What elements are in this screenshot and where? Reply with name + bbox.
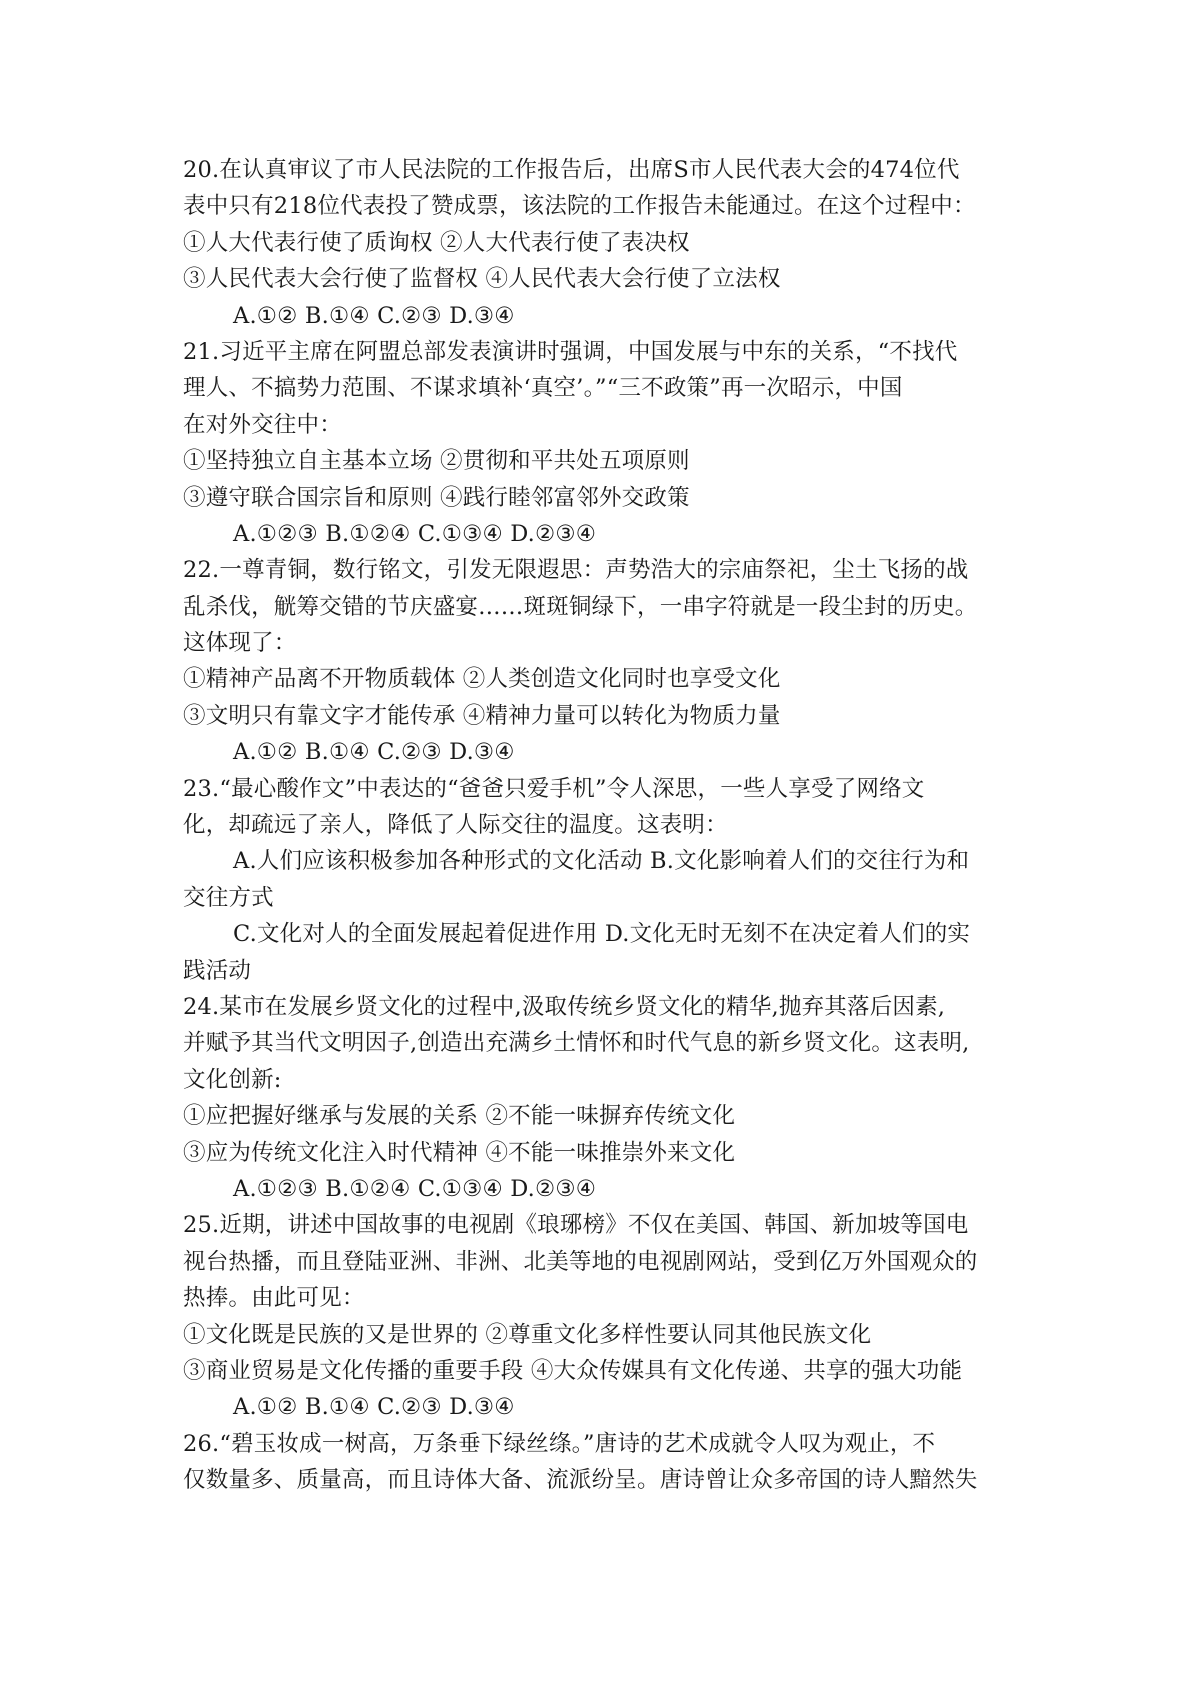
q22-stem-line-5: ③文明只有靠文字才能传承 ④精神力量可以转化为物质力量 [183,702,781,729]
q20-stem-line-2: 表中只有218位代表投了赞成票，该法院的工作报告未能通过。在这个过程中： [183,193,976,220]
q23-stem-line-2: 化，却疏远了亲人，降低了人际交往的温度。这表明： [183,812,728,839]
q24-stem-line-4: ①应把握好继承与发展的关系 ②不能一味摒弃传统文化 [183,1103,736,1130]
q23-option-ab-line-1: A.人们应该积极参加各种形式的文化活动 B.文化影响着人们的交往行为和 [233,848,970,875]
q26-stem-line-2: 仅数量多、质量高，而且诗体大备、流派纷呈。唐诗曾让众多帝国的诗人黯然失 [183,1467,978,1494]
q21-options: A.①②③ B.①②④ C.①③④ D.②③④ [233,520,597,547]
q21-stem-line-3: 在对外交往中： [183,411,342,438]
q21-stem-line-1: 21.习近平主席在阿盟总部发表演讲时强调，中国发展与中东的关系，“不找代 [183,338,958,365]
q20-stem-line-4: ③人民代表大会行使了监督权 ④人民代表大会行使了立法权 [183,266,781,293]
question-list [183,152,1033,1498]
q24-stem-line-2: 并赋予其当代文明因子,创造出充满乡土情怀和时代气息的新乡贤文化。这表明, [183,1030,970,1057]
q21-stem-line-5: ③遵守联合国宗旨和原则 ④践行睦邻富邻外交政策 [183,484,690,511]
q21-stem-line-2: 理人、不搞势力范围、不谋求填补‘真空’。”“三不政策”再一次昭示，中国 [183,375,903,402]
q23-option-cd-line-2: 践活动 [183,957,252,984]
q23-stem-line-1: 23.“最心酸作文”中表达的“爸爸只爱手机”令人深思，一些人享受了网络文 [183,775,925,802]
q22-stem-line-3: 这体现了： [183,630,297,657]
q20-options: A.①② B.①④ C.②③ D.③④ [233,302,515,329]
q25-stem-line-1: 25.近期，讲述中国故事的电视剧《琅琊榜》不仅在美国、韩国、新加坡等国电 [183,1212,969,1239]
q24-options: A.①②③ B.①②④ C.①③④ D.②③④ [233,1175,597,1202]
q25-stem-line-4: ①文化既是民族的又是世界的 ②尊重文化多样性要认同其他民族文化 [183,1321,872,1348]
q22-stem-line-4: ①精神产品离不开物质载体 ②人类创造文化同时也享受文化 [183,666,781,693]
q22-stem-line-1: 22.一尊青铜，数行铭文，引发无限遐思：声势浩大的宗庙祭祀，尘土飞扬的战 [183,557,969,584]
q24-stem-line-1: 24.某市在发展乡贤文化的过程中,汲取传统乡贤文化的精华,抛弃其落后因素, [183,993,946,1020]
q23-option-cd-line-1: C.文化对人的全面发展起着促进作用 D.文化无时无刻不在决定着人们的实 [233,921,971,948]
q21-stem-line-4: ①坚持独立自主基本立场 ②贯彻和平共处五项原则 [183,448,690,475]
q23-option-ab-line-2: 交往方式 [183,884,274,911]
q24-stem-line-5: ③应为传统文化注入时代精神 ④不能一味推崇外来文化 [183,1139,736,1166]
q26-stem-line-1: 26.“碧玉妆成一树高，万条垂下绿丝绦。”唐诗的艺术成就令人叹为观止，不 [183,1430,936,1457]
q20-stem-line-1: 20.在认真审议了市人民法院的工作报告后，出席S市人民代表大会的474位代 [183,157,960,183]
q22-options: A.①② B.①④ C.②③ D.③④ [233,739,515,766]
q20-stem-line-3: ①人大代表行使了质询权 ②人大代表行使了表决权 [183,229,690,256]
q24-stem-line-3: 文化创新: [183,1066,282,1093]
q25-stem-line-2: 视台热播，而且登陆亚洲、非洲、北美等地的电视剧网站，受到亿万外国观众的 [183,1248,978,1275]
q25-stem-line-3: 热捧。由此可见： [183,1285,365,1312]
q25-stem-line-5: ③商业贸易是文化传播的重要手段 ④大众传媒具有文化传递、共享的强大功能 [183,1357,963,1384]
q22-stem-line-2: 乱杀伐，觥筹交错的节庆盛宴……斑斑铜绿下，一串字符就是一段尘封的历史。 [183,593,978,620]
q25-options: A.①② B.①④ C.②③ D.③④ [233,1394,515,1421]
